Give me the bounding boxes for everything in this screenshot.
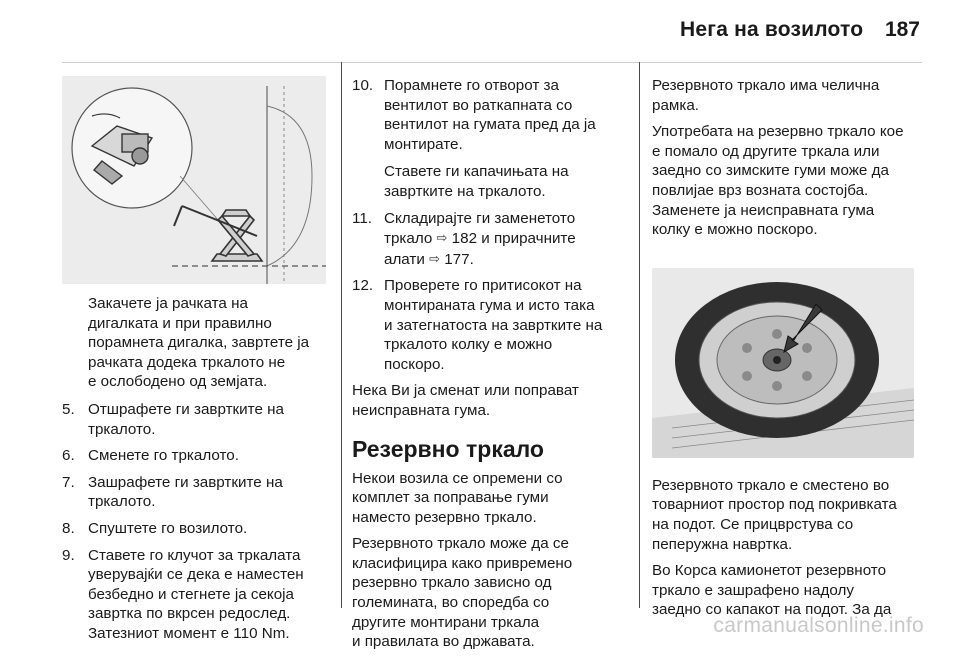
step-line: Складирајте ги заменетото — [384, 209, 576, 227]
steps-list-2 — [352, 76, 630, 374]
para-line: на подот. Се прицврстува со — [652, 515, 854, 533]
paragraph — [352, 381, 630, 420]
step-6 — [62, 446, 336, 466]
para-line: товарниот простор под покривката — [652, 496, 897, 514]
step-line: безбедно и стегнете ја секоја — [88, 585, 295, 603]
column-1 — [62, 76, 336, 651]
para-line: големината, во споредба со — [352, 594, 550, 612]
step-line: Ставете ги капачињата на — [384, 163, 569, 181]
para-line: пеперужна навртка. — [652, 535, 793, 553]
step-line: Порамнете го отворот за — [384, 77, 559, 94]
spare-wheel-illustration — [652, 268, 914, 458]
column-divider-1 — [341, 62, 342, 608]
column-divider-2 — [639, 62, 640, 608]
step-line: Ставете го клучот за тркалата — [88, 546, 301, 564]
para-line: колку е можно поскоро. — [652, 221, 818, 239]
step-10-subparagraph — [384, 162, 630, 201]
watermark: carmanualsonline.info — [713, 614, 924, 637]
para-line: Резервното тркало може да се — [352, 535, 569, 553]
page-header-title: Нега на возилото — [680, 18, 864, 41]
para-line: Резервното тркало има челична — [652, 77, 880, 94]
step-line: Проверете го притисокот на — [384, 277, 582, 295]
page-reference-link[interactable]: 177 — [444, 250, 470, 268]
header-divider — [62, 62, 922, 63]
step-line — [384, 249, 630, 270]
arrow-reference-icon: ⇨ — [436, 230, 448, 246]
para-line: наместо резервно тркало. — [352, 508, 537, 526]
step-text: алати — [384, 250, 430, 268]
step-9 — [62, 546, 336, 644]
step-line: поскоро. — [384, 355, 445, 373]
step-text: тркало — [384, 230, 437, 248]
step-number: 11. — [352, 209, 372, 227]
paragraph — [352, 534, 630, 652]
para-line: е помало од другите тркала или — [652, 142, 880, 160]
caption-line: дигалката и при правилно — [88, 314, 272, 332]
para-line: заедно со зимските гуми може да — [652, 162, 889, 180]
paragraph — [652, 561, 924, 620]
step-11 — [352, 209, 630, 270]
para-line: Употребата на резервно тркало кое — [652, 123, 904, 141]
step-line: Сменете го тркалото. — [88, 447, 239, 465]
para-line: неисправната гума. — [352, 401, 491, 419]
step-line: вентилот на гумата пред да ја — [384, 116, 596, 134]
para-line: рамка. — [652, 96, 699, 114]
caption-line: Закачете ја рачката на — [88, 295, 248, 312]
spare-wheel-drawing — [652, 268, 914, 458]
step-line: завртките на тркалото. — [384, 182, 546, 200]
para-line: заедно со капакот на подот. За да — [652, 601, 892, 619]
step-7 — [62, 473, 336, 512]
step-number: 7. — [62, 473, 75, 491]
para-line: и правилата во државата. — [352, 633, 535, 651]
para-line: повлијае врз возната состојба. — [652, 181, 869, 199]
page-reference-link[interactable]: 182 — [451, 230, 478, 248]
jack-illustration — [62, 76, 326, 284]
caption-line: е ослободено од земјата. — [88, 373, 268, 391]
step-line: Затезниот момент е 110 Nm. — [88, 624, 290, 642]
section-heading: Резервно тркало — [352, 435, 544, 462]
caption-line: рачката додека тркалото не — [88, 353, 286, 371]
step-line: уверувајќи се дека е наместен — [88, 566, 304, 584]
step-line: тркалото. — [88, 420, 156, 438]
paragraph — [652, 476, 924, 554]
step-number: 10. — [352, 77, 374, 94]
step-12 — [352, 276, 630, 374]
jack-crank-drawing — [62, 76, 326, 284]
para-line: Во Корса камионетот резервното — [652, 562, 887, 580]
para-line: тркало е зашрафено надолу — [652, 581, 854, 599]
step-line: Спуштете го возилото. — [88, 519, 248, 537]
column-3 — [652, 76, 924, 627]
para-line: класифицира како привремено — [352, 554, 573, 572]
paragraph — [652, 76, 924, 115]
step-number: 6. — [62, 447, 75, 465]
step-line: монтирате. — [384, 135, 463, 153]
step-number: 5. — [62, 400, 75, 418]
step-line: завртка по вкрсен редослед. — [88, 605, 291, 623]
step-8 — [62, 519, 336, 539]
step-line: Отшрафете ги завртките на — [88, 400, 284, 418]
jack-caption — [88, 294, 336, 392]
step-line — [384, 228, 630, 249]
steps-list-1 — [62, 400, 336, 644]
step-line: монтираната гума и исто така — [384, 296, 595, 314]
step-line: вентилот во раткапната со — [384, 96, 573, 114]
step-5 — [62, 400, 336, 439]
para-line: Некои возила се опремени со — [352, 469, 563, 487]
step-text: . — [469, 250, 474, 268]
caption-line: порамнета дигалка, завртете ја — [88, 334, 310, 352]
step-number: 9. — [62, 546, 75, 564]
paragraph — [352, 469, 630, 528]
paragraph — [652, 122, 924, 240]
para-line: Нека Ви ја сменат или поправат — [352, 382, 579, 400]
arrow-reference-icon: ⇨ — [429, 250, 440, 266]
column-2 — [352, 76, 630, 659]
para-line: комплет за поправање гуми — [352, 489, 549, 507]
step-number: 8. — [62, 519, 75, 537]
step-line: Зашрафете ги завртките на — [88, 473, 283, 491]
para-line: Заменете ја неисправната гума — [652, 201, 875, 219]
step-number: 12. — [352, 277, 374, 295]
para-line: Резервното тркало е сместено во — [652, 476, 890, 494]
step-line: тркалото. — [88, 493, 156, 511]
step-text: и прирачните — [477, 230, 576, 248]
step-10 — [352, 76, 630, 202]
step-line: и затегнатоста на завртките на — [384, 316, 603, 334]
para-line: резервно тркало зависно од — [352, 574, 552, 592]
para-line: другите монтирани тркала — [352, 613, 540, 631]
step-line: тркалото колку е можно — [384, 336, 553, 354]
page-number: 187 — [884, 18, 920, 41]
